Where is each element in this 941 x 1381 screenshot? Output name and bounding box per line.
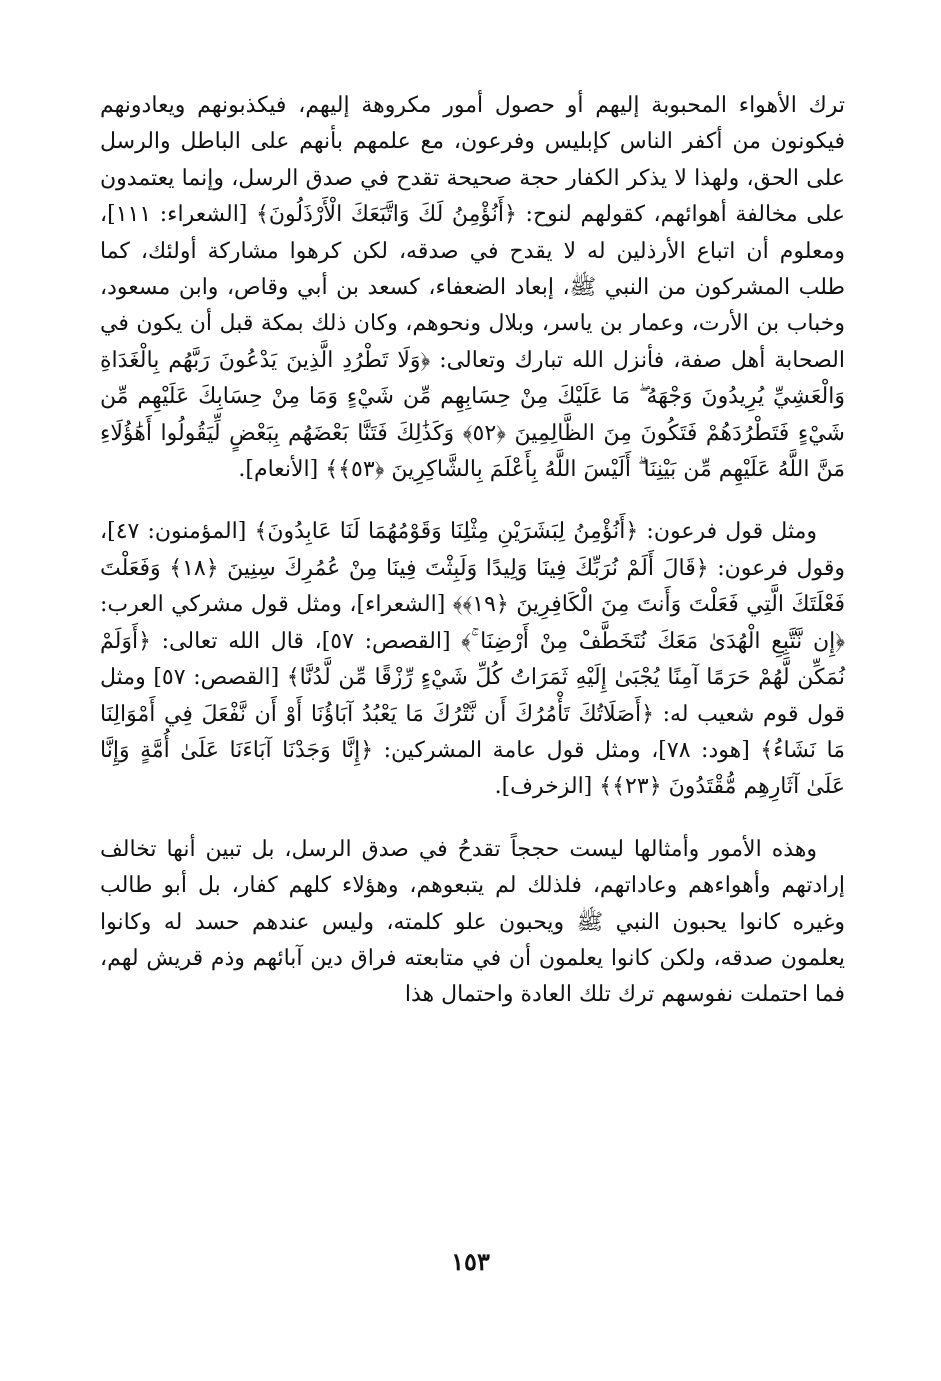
paragraph-1: ترك الأهواء المحبوبة إليهم أو حصول أمور مكروهة إليهم، فيكذبونهم ويعادونهم فيكونون من أكفر الناس كإبليس وفرعون، مع علمهم بأنهم على الباطل والرسل على الحق، ولهذا لا يذكر الكفار حجة صحيحة تقدح في صدق الرسل، وإنما يعتمدون على مخالفة أهوائهم، كقولهم لنوح: ﴿أَنُؤْمِنُ لَكَ وَاتَّبَعَكَ الْأَرْذَلُونَ﴾ [الشعراء: ١١١]، ومعلوم أن اتباع الأرذلين له لا يقدح في صدقه، لكن كرهوا مشاركة أولئك، كما طلب المشركون من النبي ﷺ، إبعاد الضعفاء، كسعد بن أبي وقاص، وابن مسعود، وخباب بن الأرت، وعمار بن ياسر، وبلال ونحوهم، وكان ذلك بمكة قبل أن يكون في الصحابة أهل صفة، فأنزل الله تبارك وتعالى: ﴿وَلَا تَطْرُدِ الَّذِينَ يَدْعُونَ رَبَّهُم بِالْغَدَاةِ وَالْعَشِيِّ يُرِيدُونَ وَجْهَهُ ۖ مَا عَلَيْكَ مِنْ حِسَابِهِم مِّن شَيْءٍ وَمَا مِنْ حِسَابِكَ عَلَيْهِم مِّن شَيْءٍ فَتَطْرُدَهُمْ فَتَكُونَ مِنَ الظَّالِمِينَ ﴿٥٢﴾ وَكَذَٰلِكَ فَتَنَّا بَعْضَهُم بِبَعْضٍ لِّيَقُولُوا أَهَٰؤُلَاءِ مَنَّ اللَّهُ عَلَيْهِم مِّن بَيْنِنَا ۗ أَلَيْسَ اللَّهُ بِأَعْلَمَ بِالشَّاكِرِينَ ﴿٥٣﴾﴾ [الأنعام]. (100, 93, 845, 483)
paragraph-3: وهذه الأمور وأمثالها ليست حججاً تقدحُ في صدق الرسل، بل تبين أنها تخالف إرادتهم وأهواءهم وعاداتهم، فلذلك لم يتبعوهم، وهؤلاء كلهم كفار، بل أبو طالب وغيره كانوا يحبون النبي ﷺ ويحبون علو كلمته، وليس عندهم حسد له وكانوا يعلمون صدقه، ولكن كانوا يعلمون أن في متابعته فراق دين آبائهم وذم قريش لهم، فما احتملت نفوسهم ترك تلك العادة واحتمال هذا (100, 836, 845, 1008)
page-body (100, 88, 845, 1014)
paragraph-2: ومثل قول فرعون: ﴿أَنُؤْمِنُ لِبَشَرَيْنِ مِثْلِنَا وَقَوْمُهُمَا لَنَا عَابِدُونَ﴾ [المؤمنون: ٤٧]، وقول فرعون: ﴿قَالَ أَلَمْ نُرَبِّكَ فِينَا وَلِيدًا وَلَبِثْتَ فِينَا مِنْ عُمُرِكَ سِنِينَ ﴿١٨﴾ وَفَعَلْتَ فَعْلَتَكَ الَّتِي فَعَلْتَ وَأَنتَ مِنَ الْكَافِرِينَ ﴿١٩﴾﴾ [الشعراء]، ومثل قول مشركي العرب: ﴿إِن نَّتَّبِعِ الْهُدَىٰ مَعَكَ نُتَخَطَّفْ مِنْ أَرْضِنَا ۚ﴾ [القصص: ٥٧]، قال الله تعالى: ﴿أَوَلَمْ نُمَكِّن لَّهُمْ حَرَمًا آمِنًا يُجْبَىٰ إِلَيْهِ ثَمَرَاتُ كُلِّ شَيْءٍ رِّزْقًا مِّن لَّدُنَّا﴾ [القصص: ٥٧] ومثل قول قوم شعيب له: ﴿أَصَلَاتُكَ تَأْمُرُكَ أَن نَّتْرُكَ مَا يَعْبُدُ آبَاؤُنَا أَوْ أَن نَّفْعَلَ فِي أَمْوَالِنَا مَا نَشَاءُ﴾ [هود: ٧٨]، ومثل قول عامة المشركين: ﴿إِنَّا وَجَدْنَا آبَاءَنَا عَلَىٰ أُمَّةٍ وَإِنَّا عَلَىٰ آثَارِهِم مُّقْتَدُونَ ﴿٢٣﴾﴾ [الزخرف]. (100, 519, 846, 800)
page-number: ١٥٣ (451, 1247, 490, 1276)
paragraph-spacer (100, 806, 845, 832)
paragraph-spacer (100, 488, 845, 514)
